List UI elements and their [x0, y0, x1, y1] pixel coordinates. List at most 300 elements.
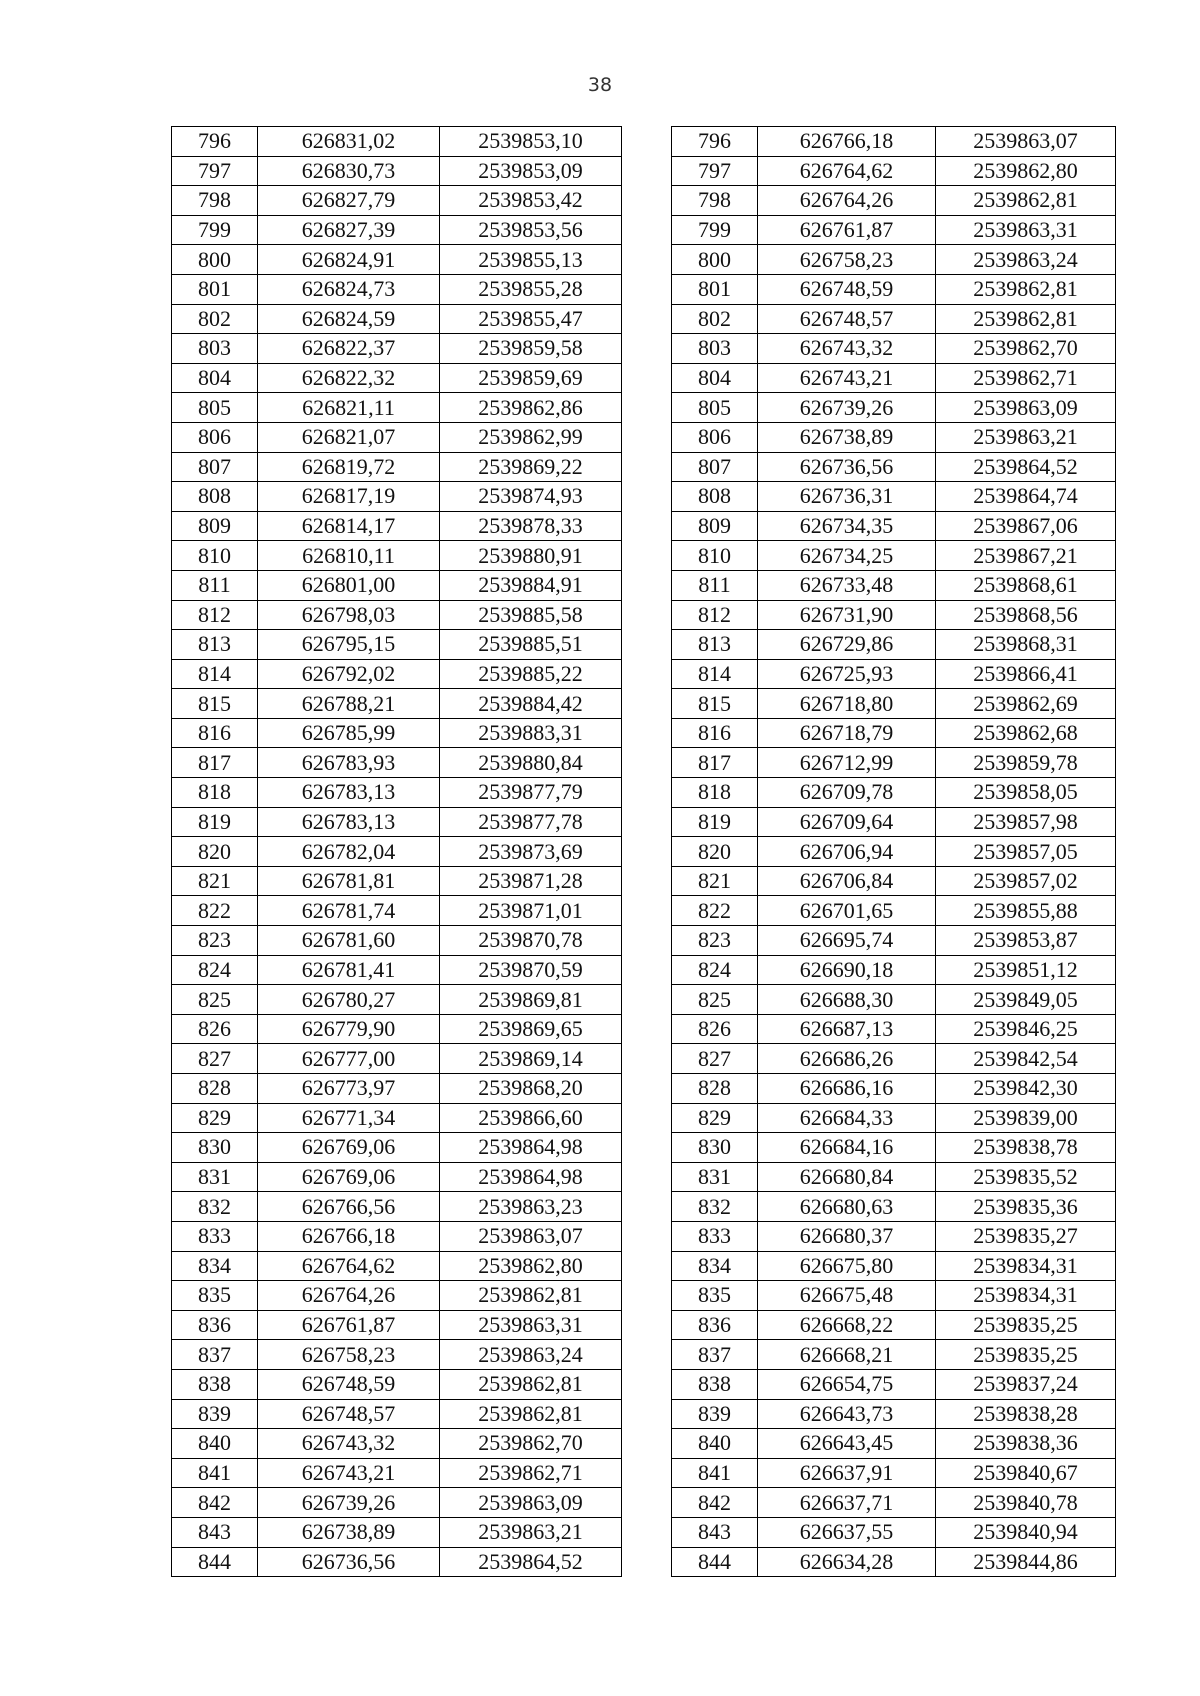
column-gap [622, 1221, 672, 1251]
point-number-right: 812 [672, 600, 758, 630]
column-gap [622, 511, 672, 541]
y-coordinate-right: 2539835,36 [936, 1192, 1116, 1222]
point-number-right: 817 [672, 748, 758, 778]
x-coordinate-right: 626706,94 [758, 837, 936, 867]
table-row [172, 422, 1116, 452]
table-row [172, 156, 1116, 186]
x-coordinate-left: 626817,19 [258, 482, 440, 512]
x-coordinate-left: 626814,17 [258, 511, 440, 541]
point-number-left: 844 [172, 1547, 258, 1577]
x-coordinate-right: 626706,84 [758, 866, 936, 896]
y-coordinate-right: 2539855,88 [936, 896, 1116, 926]
table-row [172, 926, 1116, 956]
y-coordinate-left: 2539863,09 [440, 1488, 622, 1518]
y-coordinate-left: 2539853,56 [440, 215, 622, 245]
y-coordinate-left: 2539877,79 [440, 778, 622, 808]
point-number-right: 801 [672, 274, 758, 304]
x-coordinate-right: 626739,26 [758, 393, 936, 423]
point-number-left: 802 [172, 304, 258, 334]
x-coordinate-left: 626822,32 [258, 363, 440, 393]
y-coordinate-right: 2539864,52 [936, 452, 1116, 482]
column-gap [622, 1014, 672, 1044]
x-coordinate-right: 626734,25 [758, 541, 936, 571]
point-number-right: 806 [672, 422, 758, 452]
x-coordinate-right: 626643,73 [758, 1399, 936, 1429]
table-row [172, 1044, 1116, 1074]
point-number-left: 826 [172, 1014, 258, 1044]
y-coordinate-left: 2539871,01 [440, 896, 622, 926]
x-coordinate-right: 626718,79 [758, 718, 936, 748]
table-row [172, 1074, 1116, 1104]
table-row [172, 659, 1116, 689]
point-number-left: 807 [172, 452, 258, 482]
table-row [172, 304, 1116, 334]
column-gap [622, 1399, 672, 1429]
column-gap [622, 778, 672, 808]
y-coordinate-right: 2539863,31 [936, 215, 1116, 245]
point-number-right: 797 [672, 156, 758, 186]
x-coordinate-left: 626795,15 [258, 630, 440, 660]
column-gap [622, 245, 672, 275]
point-number-right: 796 [672, 127, 758, 157]
x-coordinate-left: 626743,32 [258, 1429, 440, 1459]
y-coordinate-right: 2539862,81 [936, 274, 1116, 304]
point-number-left: 812 [172, 600, 258, 630]
column-gap [622, 896, 672, 926]
point-number-right: 843 [672, 1517, 758, 1547]
point-number-right: 842 [672, 1488, 758, 1518]
point-number-left: 806 [172, 422, 258, 452]
y-coordinate-right: 2539837,24 [936, 1369, 1116, 1399]
column-gap [622, 1074, 672, 1104]
point-number-left: 816 [172, 718, 258, 748]
column-gap [622, 452, 672, 482]
point-number-right: 839 [672, 1399, 758, 1429]
y-coordinate-left: 2539855,47 [440, 304, 622, 334]
y-coordinate-right: 2539863,07 [936, 127, 1116, 157]
x-coordinate-left: 626780,27 [258, 985, 440, 1015]
x-coordinate-right: 626675,80 [758, 1251, 936, 1281]
table-row [172, 985, 1116, 1015]
y-coordinate-right: 2539840,78 [936, 1488, 1116, 1518]
point-number-left: 821 [172, 866, 258, 896]
column-gap [622, 1162, 672, 1192]
column-gap [622, 1429, 672, 1459]
point-number-left: 827 [172, 1044, 258, 1074]
y-coordinate-left: 2539870,59 [440, 955, 622, 985]
y-coordinate-left: 2539863,07 [440, 1221, 622, 1251]
table-row [172, 630, 1116, 660]
column-gap [622, 1133, 672, 1163]
point-number-right: 808 [672, 482, 758, 512]
table-row [172, 541, 1116, 571]
table-row [172, 215, 1116, 245]
column-gap [622, 630, 672, 660]
table-row [172, 689, 1116, 719]
x-coordinate-right: 626686,26 [758, 1044, 936, 1074]
x-coordinate-right: 626758,23 [758, 245, 936, 275]
x-coordinate-right: 626637,55 [758, 1517, 936, 1547]
x-coordinate-right: 626733,48 [758, 570, 936, 600]
column-gap [622, 985, 672, 1015]
x-coordinate-right: 626729,86 [758, 630, 936, 660]
point-number-right: 798 [672, 186, 758, 216]
y-coordinate-left: 2539864,52 [440, 1547, 622, 1577]
column-gap [622, 1488, 672, 1518]
x-coordinate-right: 626743,21 [758, 363, 936, 393]
table-row [172, 482, 1116, 512]
y-coordinate-right: 2539851,12 [936, 955, 1116, 985]
column-gap [622, 1251, 672, 1281]
point-number-left: 838 [172, 1369, 258, 1399]
point-number-right: 810 [672, 541, 758, 571]
y-coordinate-left: 2539862,70 [440, 1429, 622, 1459]
x-coordinate-left: 626821,07 [258, 422, 440, 452]
table-row [172, 1488, 1116, 1518]
coordinates-table-body [172, 127, 1116, 1577]
x-coordinate-left: 626821,11 [258, 393, 440, 423]
y-coordinate-right: 2539862,81 [936, 186, 1116, 216]
point-number-left: 803 [172, 334, 258, 364]
column-gap [622, 1044, 672, 1074]
column-gap [622, 304, 672, 334]
column-gap [622, 1547, 672, 1577]
x-coordinate-left: 626824,73 [258, 274, 440, 304]
y-coordinate-left: 2539877,78 [440, 807, 622, 837]
x-coordinate-right: 626690,18 [758, 955, 936, 985]
x-coordinate-left: 626777,00 [258, 1044, 440, 1074]
x-coordinate-right: 626686,16 [758, 1074, 936, 1104]
x-coordinate-right: 626738,89 [758, 422, 936, 452]
y-coordinate-right: 2539863,21 [936, 422, 1116, 452]
x-coordinate-right: 626764,62 [758, 156, 936, 186]
point-number-left: 841 [172, 1458, 258, 1488]
point-number-left: 800 [172, 245, 258, 275]
point-number-left: 843 [172, 1517, 258, 1547]
coordinates-table [171, 126, 1116, 1577]
y-coordinate-right: 2539862,71 [936, 363, 1116, 393]
x-coordinate-right: 626734,35 [758, 511, 936, 541]
column-gap [622, 482, 672, 512]
x-coordinate-left: 626827,79 [258, 186, 440, 216]
table-row [172, 1133, 1116, 1163]
point-number-right: 837 [672, 1340, 758, 1370]
point-number-right: 819 [672, 807, 758, 837]
x-coordinate-left: 626831,02 [258, 127, 440, 157]
point-number-right: 814 [672, 659, 758, 689]
y-coordinate-left: 2539862,81 [440, 1281, 622, 1311]
x-coordinate-left: 626743,21 [258, 1458, 440, 1488]
x-coordinate-left: 626781,41 [258, 955, 440, 985]
x-coordinate-left: 626779,90 [258, 1014, 440, 1044]
point-number-left: 833 [172, 1221, 258, 1251]
x-coordinate-left: 626781,60 [258, 926, 440, 956]
y-coordinate-left: 2539862,80 [440, 1251, 622, 1281]
table-row [172, 511, 1116, 541]
y-coordinate-left: 2539862,81 [440, 1369, 622, 1399]
x-coordinate-right: 626761,87 [758, 215, 936, 245]
x-coordinate-left: 626748,59 [258, 1369, 440, 1399]
x-coordinate-right: 626709,64 [758, 807, 936, 837]
point-number-right: 834 [672, 1251, 758, 1281]
point-number-left: 818 [172, 778, 258, 808]
column-gap [622, 926, 672, 956]
y-coordinate-right: 2539862,68 [936, 718, 1116, 748]
table-row [172, 127, 1116, 157]
y-coordinate-right: 2539866,41 [936, 659, 1116, 689]
table-row [172, 274, 1116, 304]
point-number-left: 836 [172, 1310, 258, 1340]
y-coordinate-left: 2539862,86 [440, 393, 622, 423]
x-coordinate-left: 626822,37 [258, 334, 440, 364]
point-number-left: 799 [172, 215, 258, 245]
y-coordinate-left: 2539869,81 [440, 985, 622, 1015]
column-gap [622, 718, 672, 748]
table-row [172, 1281, 1116, 1311]
column-gap [622, 1517, 672, 1547]
y-coordinate-right: 2539862,70 [936, 334, 1116, 364]
table-row [172, 1221, 1116, 1251]
point-number-left: 796 [172, 127, 258, 157]
point-number-left: 823 [172, 926, 258, 956]
y-coordinate-right: 2539838,36 [936, 1429, 1116, 1459]
x-coordinate-left: 626766,56 [258, 1192, 440, 1222]
y-coordinate-left: 2539870,78 [440, 926, 622, 956]
x-coordinate-left: 626769,06 [258, 1162, 440, 1192]
y-coordinate-left: 2539884,42 [440, 689, 622, 719]
point-number-left: 831 [172, 1162, 258, 1192]
point-number-right: 833 [672, 1221, 758, 1251]
column-gap [622, 215, 672, 245]
point-number-left: 825 [172, 985, 258, 1015]
column-gap [622, 600, 672, 630]
y-coordinate-left: 2539885,58 [440, 600, 622, 630]
y-coordinate-right: 2539858,05 [936, 778, 1116, 808]
table-row [172, 452, 1116, 482]
table-row [172, 1458, 1116, 1488]
point-number-right: 827 [672, 1044, 758, 1074]
y-coordinate-right: 2539838,28 [936, 1399, 1116, 1429]
x-coordinate-left: 626782,04 [258, 837, 440, 867]
y-coordinate-left: 2539869,65 [440, 1014, 622, 1044]
point-number-right: 836 [672, 1310, 758, 1340]
x-coordinate-right: 626736,56 [758, 452, 936, 482]
y-coordinate-right: 2539835,27 [936, 1221, 1116, 1251]
point-number-left: 819 [172, 807, 258, 837]
point-number-left: 828 [172, 1074, 258, 1104]
y-coordinate-right: 2539867,06 [936, 511, 1116, 541]
x-coordinate-right: 626736,31 [758, 482, 936, 512]
x-coordinate-right: 626748,57 [758, 304, 936, 334]
x-coordinate-right: 626680,63 [758, 1192, 936, 1222]
point-number-right: 840 [672, 1429, 758, 1459]
column-gap [622, 807, 672, 837]
point-number-right: 830 [672, 1133, 758, 1163]
point-number-right: 844 [672, 1547, 758, 1577]
point-number-right: 800 [672, 245, 758, 275]
point-number-left: 811 [172, 570, 258, 600]
y-coordinate-right: 2539840,94 [936, 1517, 1116, 1547]
table-row [172, 1340, 1116, 1370]
point-number-right: 835 [672, 1281, 758, 1311]
table-row [172, 1192, 1116, 1222]
y-coordinate-left: 2539880,84 [440, 748, 622, 778]
point-number-right: 815 [672, 689, 758, 719]
point-number-left: 824 [172, 955, 258, 985]
x-coordinate-left: 626766,18 [258, 1221, 440, 1251]
y-coordinate-right: 2539862,81 [936, 304, 1116, 334]
x-coordinate-right: 626701,65 [758, 896, 936, 926]
y-coordinate-left: 2539862,81 [440, 1399, 622, 1429]
point-number-left: 829 [172, 1103, 258, 1133]
point-number-left: 809 [172, 511, 258, 541]
table-row [172, 955, 1116, 985]
table-row [172, 1014, 1116, 1044]
table-row [172, 1310, 1116, 1340]
table-row [172, 1399, 1116, 1429]
point-number-left: 805 [172, 393, 258, 423]
x-coordinate-right: 626675,48 [758, 1281, 936, 1311]
point-number-left: 839 [172, 1399, 258, 1429]
column-gap [622, 837, 672, 867]
y-coordinate-left: 2539885,51 [440, 630, 622, 660]
y-coordinate-right: 2539857,05 [936, 837, 1116, 867]
column-gap [622, 748, 672, 778]
y-coordinate-left: 2539864,98 [440, 1133, 622, 1163]
point-number-right: 805 [672, 393, 758, 423]
point-number-right: 799 [672, 215, 758, 245]
x-coordinate-left: 626773,97 [258, 1074, 440, 1104]
y-coordinate-right: 2539838,78 [936, 1133, 1116, 1163]
x-coordinate-right: 626687,13 [758, 1014, 936, 1044]
column-gap [622, 422, 672, 452]
y-coordinate-right: 2539835,25 [936, 1310, 1116, 1340]
y-coordinate-right: 2539853,87 [936, 926, 1116, 956]
x-coordinate-right: 626684,16 [758, 1133, 936, 1163]
y-coordinate-left: 2539864,98 [440, 1162, 622, 1192]
column-gap [622, 1310, 672, 1340]
table-row [172, 186, 1116, 216]
column-gap [622, 334, 672, 364]
point-number-right: 829 [672, 1103, 758, 1133]
table-row [172, 866, 1116, 896]
y-coordinate-left: 2539855,13 [440, 245, 622, 275]
point-number-left: 820 [172, 837, 258, 867]
x-coordinate-right: 626637,71 [758, 1488, 936, 1518]
x-coordinate-left: 626739,26 [258, 1488, 440, 1518]
y-coordinate-left: 2539853,42 [440, 186, 622, 216]
point-number-left: 832 [172, 1192, 258, 1222]
y-coordinate-left: 2539878,33 [440, 511, 622, 541]
column-gap [622, 1192, 672, 1222]
x-coordinate-left: 626764,26 [258, 1281, 440, 1311]
point-number-left: 801 [172, 274, 258, 304]
x-coordinate-left: 626801,00 [258, 570, 440, 600]
page-number: 38 [587, 74, 613, 96]
column-gap [622, 541, 672, 571]
y-coordinate-left: 2539869,22 [440, 452, 622, 482]
x-coordinate-right: 626684,33 [758, 1103, 936, 1133]
y-coordinate-right: 2539842,30 [936, 1074, 1116, 1104]
y-coordinate-left: 2539868,20 [440, 1074, 622, 1104]
point-number-right: 838 [672, 1369, 758, 1399]
y-coordinate-left: 2539863,24 [440, 1340, 622, 1370]
x-coordinate-left: 626785,99 [258, 718, 440, 748]
table-row [172, 718, 1116, 748]
x-coordinate-right: 626654,75 [758, 1369, 936, 1399]
y-coordinate-right: 2539844,86 [936, 1547, 1116, 1577]
x-coordinate-right: 626688,30 [758, 985, 936, 1015]
x-coordinate-right: 626668,21 [758, 1340, 936, 1370]
point-number-left: 837 [172, 1340, 258, 1370]
x-coordinate-right: 626764,26 [758, 186, 936, 216]
point-number-left: 814 [172, 659, 258, 689]
column-gap [622, 127, 672, 157]
point-number-right: 802 [672, 304, 758, 334]
y-coordinate-right: 2539839,00 [936, 1103, 1116, 1133]
point-number-right: 826 [672, 1014, 758, 1044]
y-coordinate-left: 2539871,28 [440, 866, 622, 896]
point-number-right: 825 [672, 985, 758, 1015]
column-gap [622, 363, 672, 393]
y-coordinate-right: 2539864,74 [936, 482, 1116, 512]
table-row [172, 334, 1116, 364]
table-row [172, 570, 1116, 600]
y-coordinate-left: 2539883,31 [440, 718, 622, 748]
point-number-right: 828 [672, 1074, 758, 1104]
y-coordinate-left: 2539885,22 [440, 659, 622, 689]
y-coordinate-left: 2539863,23 [440, 1192, 622, 1222]
x-coordinate-left: 626769,06 [258, 1133, 440, 1163]
y-coordinate-left: 2539853,09 [440, 156, 622, 186]
y-coordinate-right: 2539863,09 [936, 393, 1116, 423]
y-coordinate-right: 2539849,05 [936, 985, 1116, 1015]
y-coordinate-right: 2539834,31 [936, 1281, 1116, 1311]
y-coordinate-right: 2539835,25 [936, 1340, 1116, 1370]
y-coordinate-right: 2539868,56 [936, 600, 1116, 630]
y-coordinate-left: 2539873,69 [440, 837, 622, 867]
y-coordinate-left: 2539859,69 [440, 363, 622, 393]
table-row [172, 837, 1116, 867]
x-coordinate-right: 626766,18 [758, 127, 936, 157]
point-number-right: 831 [672, 1162, 758, 1192]
y-coordinate-left: 2539874,93 [440, 482, 622, 512]
x-coordinate-right: 626743,32 [758, 334, 936, 364]
y-coordinate-right: 2539842,54 [936, 1044, 1116, 1074]
y-coordinate-left: 2539859,58 [440, 334, 622, 364]
point-number-left: 808 [172, 482, 258, 512]
point-number-right: 811 [672, 570, 758, 600]
point-number-right: 832 [672, 1192, 758, 1222]
point-number-right: 822 [672, 896, 758, 926]
x-coordinate-right: 626695,74 [758, 926, 936, 956]
x-coordinate-left: 626798,03 [258, 600, 440, 630]
table-row [172, 1547, 1116, 1577]
point-number-right: 821 [672, 866, 758, 896]
table-row [172, 1103, 1116, 1133]
point-number-left: 813 [172, 630, 258, 660]
point-number-left: 822 [172, 896, 258, 926]
point-number-left: 842 [172, 1488, 258, 1518]
x-coordinate-left: 626824,91 [258, 245, 440, 275]
y-coordinate-right: 2539846,25 [936, 1014, 1116, 1044]
point-number-right: 824 [672, 955, 758, 985]
column-gap [622, 393, 672, 423]
x-coordinate-left: 626771,34 [258, 1103, 440, 1133]
x-coordinate-right: 626680,37 [758, 1221, 936, 1251]
table-row [172, 1251, 1116, 1281]
column-gap [622, 1458, 672, 1488]
